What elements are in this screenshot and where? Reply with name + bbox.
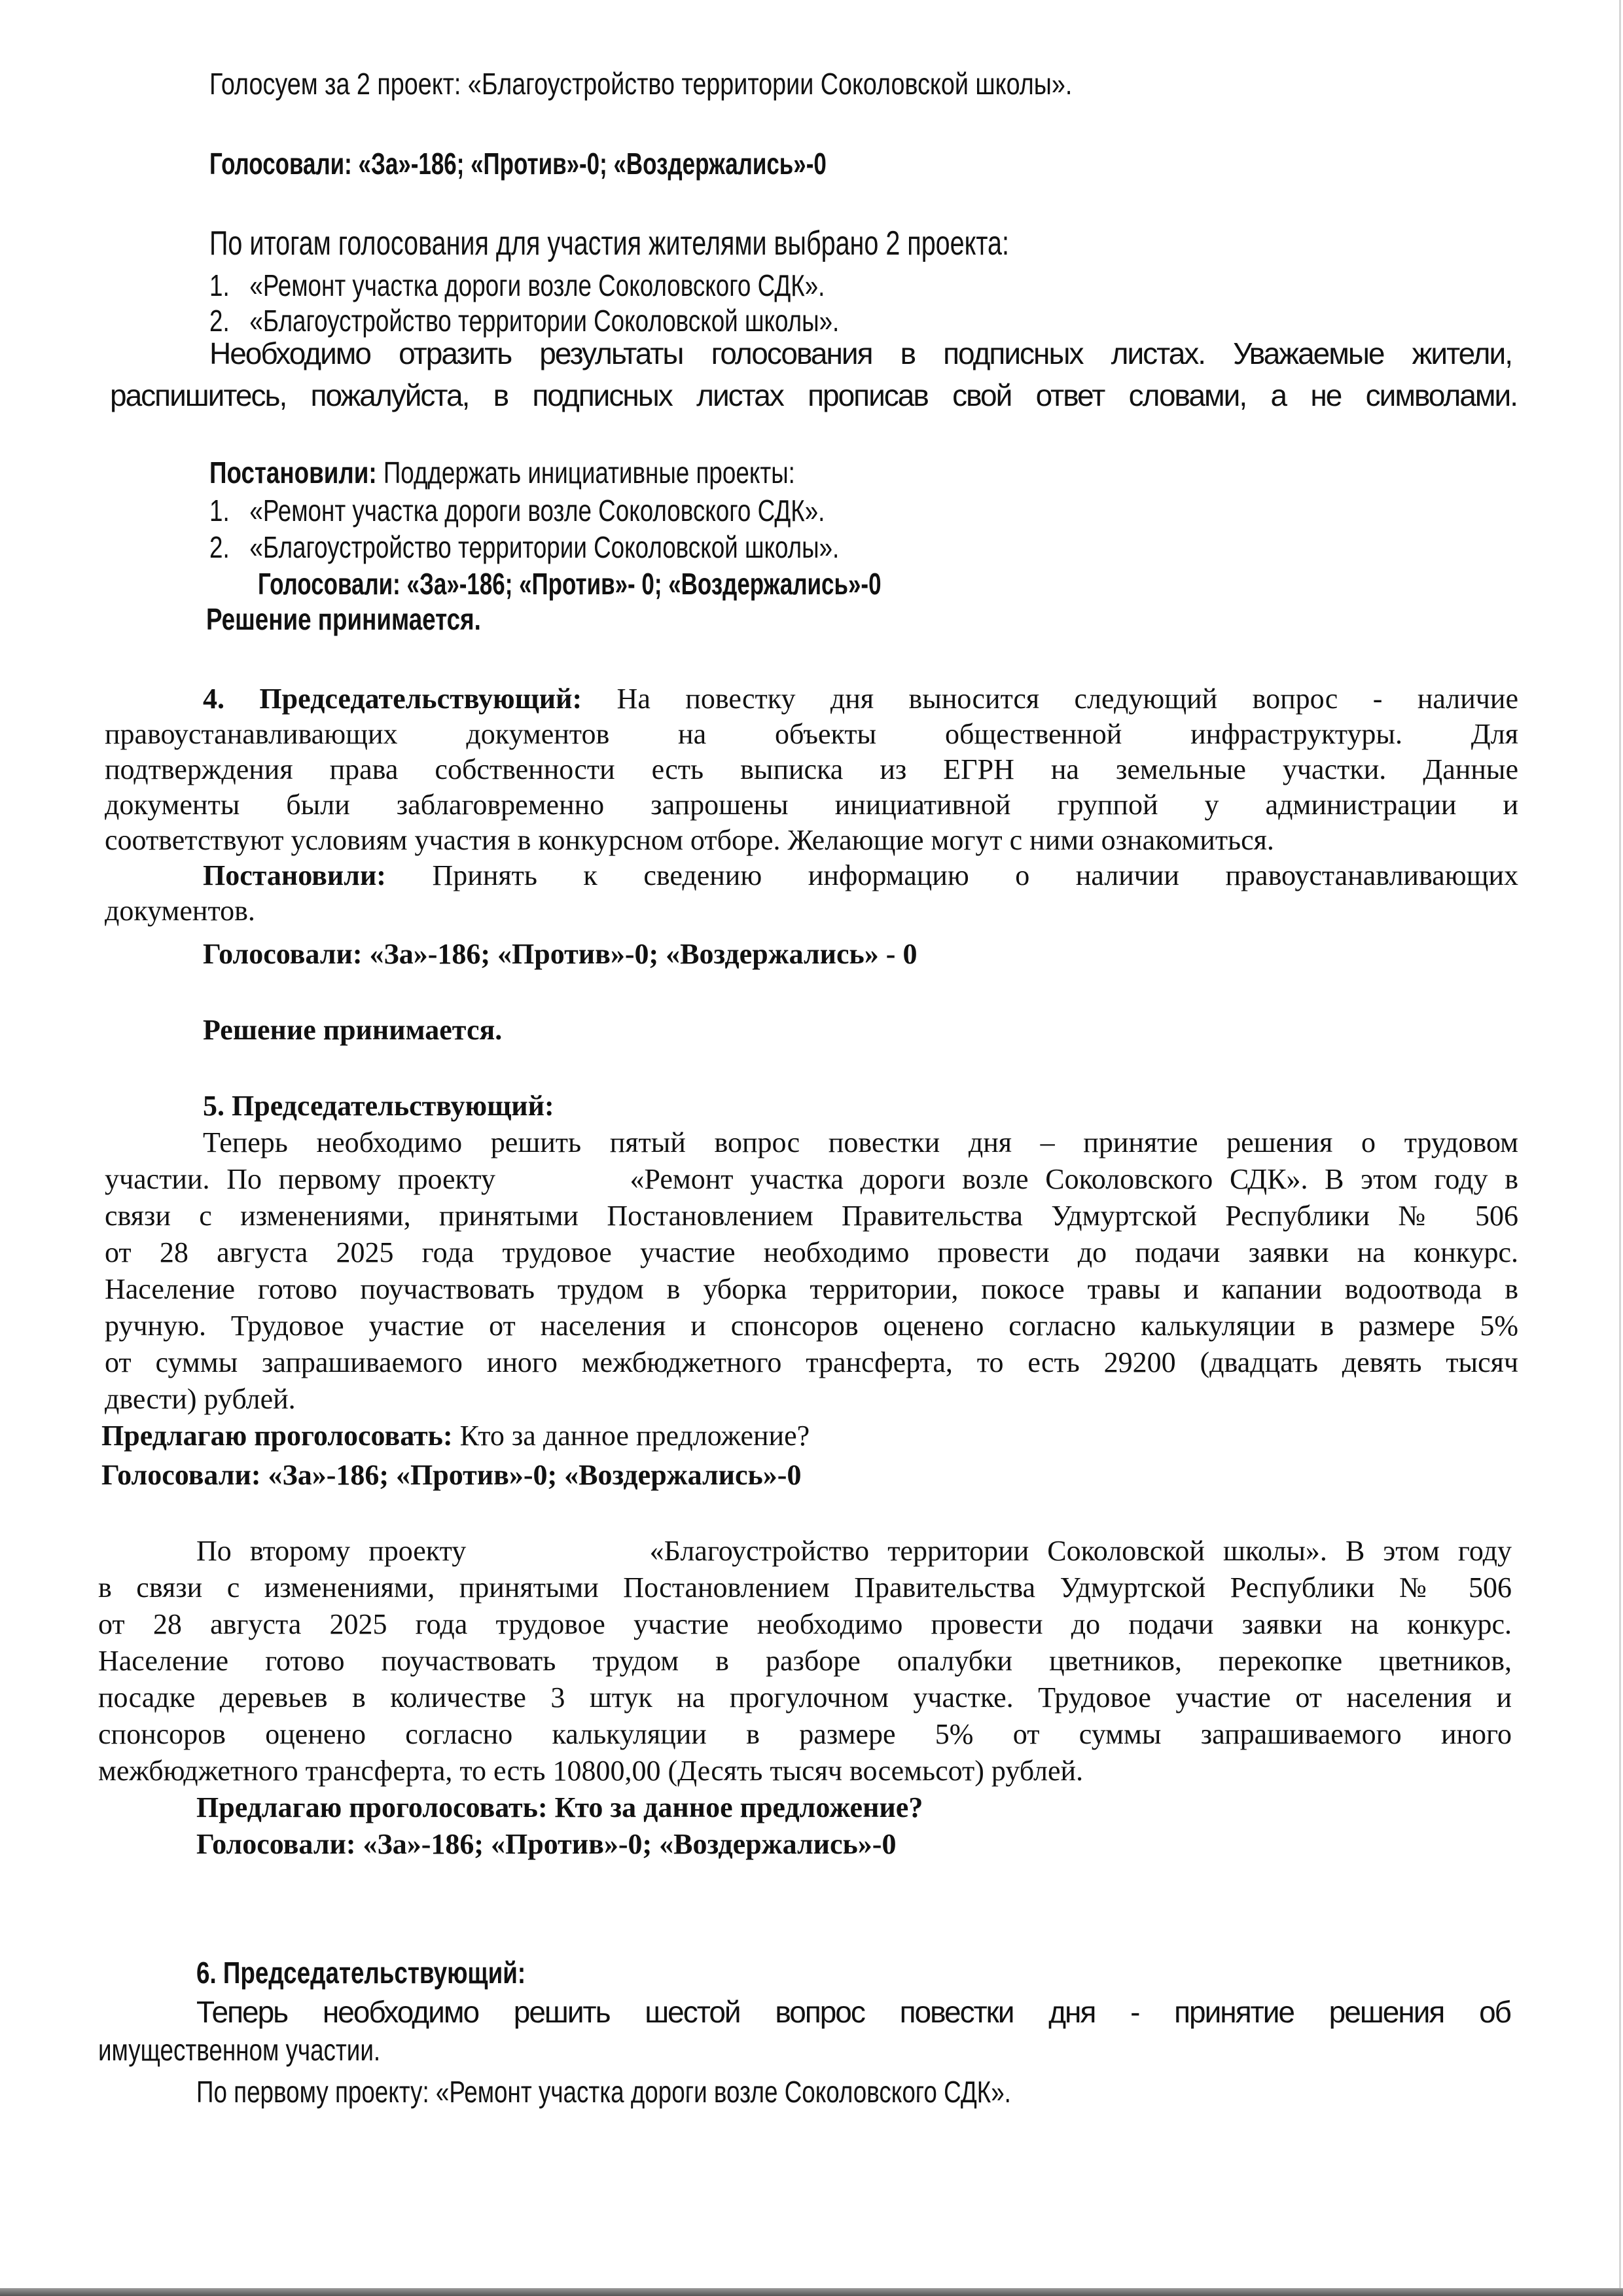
item5-text-6: ручную. Трудовое участие от населения и спонсоров оценено согласно калькуляции в размере 5% — [105, 1310, 1518, 1342]
resolution1-decision — [206, 601, 550, 637]
item5-propose2-text: Предлагаю проголосовать: Кто за данное предложение? — [196, 1791, 923, 1823]
item4-text-5: соответствуют условиям участия в конкурсном отборе. Желающие могут с ними ознакомиться. — [105, 824, 1274, 856]
item4-line-4 — [105, 787, 1518, 823]
item5-text-4: от 28 августа 2025 года трудовое участие необходимо провести до подачи заявки на конкурс. — [105, 1236, 1518, 1268]
item5-propose-text: Кто за данное предложение? — [452, 1420, 810, 1452]
item6-line-2 — [98, 2032, 451, 2068]
results-note-line-2 — [110, 377, 1517, 414]
item6-label-text: 6. Председательствующий: — [196, 1956, 526, 1990]
results-note-text-2: распишитесь, пожалуйста, в подписных листах прописав свой ответ словами, а не символами. — [110, 378, 1517, 412]
scan-edge-right — [1619, 0, 1621, 2291]
item6-text-3: По первому проекту: «Ремонт участка дороги возле Соколовского СДК». — [196, 2075, 1011, 2109]
results-intro-text: По итогам голосования для участия жителями выбрано 2 проекта: — [209, 224, 1009, 262]
resolution1-label: Постановили: — [209, 456, 377, 490]
item5-second-text-6: спонсоров оценено согласно калькуляции в размере 5% от суммы запрашиваемого иного — [98, 1718, 1512, 1750]
item5-text-1: Теперь необходимо решить пятый вопрос повестки дня – принятие решения о трудовом — [203, 1126, 1518, 1158]
item4-line-3 — [105, 751, 1518, 788]
votes-text-1: Голосовали: «За»-186; «Против»-0; «Воздержались»-0 — [209, 147, 827, 181]
results-item-1-num: 1. — [209, 268, 230, 302]
item4-resolved-text-1: Принять к сведению информацию о наличии правоустанавливающих — [385, 859, 1518, 891]
item5-second-text-5: посадке деревьев в количестве 3 штук на прогулочном участке. Трудовое участие от населения и — [98, 1681, 1512, 1713]
resolution1-line — [209, 454, 942, 491]
item5-line-5 — [105, 1271, 1518, 1308]
item4-resolved-text-2: документов. — [105, 895, 255, 927]
vote-project2-text: Голосуем за 2 проект: «Благоустройство территории Соколовской школы». — [209, 67, 1073, 101]
item4-votes — [203, 936, 917, 973]
vote-project2-line — [209, 65, 1262, 102]
item5-text-7: от суммы запрашиваемого иного межбюджетного трансферта, то есть 29200 (двадцать девять тысяч — [105, 1346, 1518, 1378]
results-note-text-1: Необходимо отразить результаты голосования в подписных листах. Уважаемые жители, — [209, 336, 1512, 370]
results-intro — [209, 225, 1262, 262]
item4-line-2 — [105, 716, 1518, 753]
item4-text-3: подтверждения права собственности есть выписка из ЕГРН на земельные участки. Данные — [105, 753, 1518, 785]
resolution1-item-2-text: «Благоустройство территории Соколовской школы». — [249, 530, 840, 564]
item5-text-5: Население готово поучаствовать трудом в уборка территории, покосе травы и капании водоотвода в — [105, 1273, 1518, 1305]
item5-second-line-1 — [196, 1533, 1512, 1570]
item5-line-3 — [105, 1198, 1518, 1234]
resolution1-votes-text: Голосовали: «За»-186; «Против»- 0; «Воздержались»-0 — [258, 567, 882, 601]
results-item-2-text: «Благоустройство территории Соколовской школы». — [249, 304, 840, 338]
resolution1-decision-text: Решение принимается. — [206, 602, 481, 636]
item4-votes-text: Голосовали: «За»-186; «Против»-0; «Воздержались» - 0 — [203, 938, 918, 970]
resolution1-item-2 — [209, 529, 997, 565]
item5-votes — [101, 1457, 801, 1494]
resolution1-item-2-num: 2. — [209, 530, 230, 564]
votes-line-1 — [209, 145, 1022, 182]
item4-text-1: На повестку дня выносится следующий вопрос - наличие — [582, 683, 1519, 715]
item5-second-line-4 — [98, 1643, 1512, 1679]
item5-line-6 — [105, 1308, 1518, 1344]
item5-second-line-5 — [98, 1679, 1512, 1716]
resolution1-votes — [258, 565, 1078, 602]
item5-second-text-1: По второму проекту «Благоустройство территории Соколовской школы». В этом году — [196, 1535, 1512, 1567]
item5-label-text: 5. Председательствующий: — [203, 1090, 554, 1122]
item5-label — [203, 1088, 554, 1124]
item5-votes2-text: Голосовали: «За»-186; «Против»-0; «Воздержались»-0 — [196, 1828, 897, 1860]
item5-line-2 — [105, 1161, 1518, 1198]
resolution1-item-1-num: 1. — [209, 493, 230, 528]
item4-text-4: документы были заблаговременно запрошены инициативной группой у администрации и — [105, 789, 1518, 821]
item5-second-line-6 — [98, 1716, 1512, 1753]
item5-votes2 — [196, 1826, 896, 1863]
item5-second-line-7 — [98, 1753, 1083, 1789]
item5-second-text-3: от 28 августа 2025 года трудовое участие необходимо провести до подачи заявки на конкурс. — [98, 1608, 1512, 1640]
item6-text-1: Теперь необходимо решить шестой вопрос повестки дня - принятие решения об — [196, 1995, 1510, 2029]
item4-resolved-label: Постановили: — [203, 859, 386, 891]
item5-line-7 — [105, 1344, 1518, 1381]
item4-line-5 — [105, 822, 1274, 859]
resolution1-item-1 — [209, 492, 979, 529]
item5-second-text-7: межбюджетного трансферта, то есть 10800,00 (Десять тысяч восемьсот) рублей. — [98, 1755, 1084, 1787]
item4-decision-text: Решение принимается. — [203, 1014, 503, 1046]
results-item-2-num: 2. — [209, 304, 230, 338]
item5-text-3: связи с изменениями, принятыми Постановлением Правительства Удмуртской Республики № 506 — [105, 1200, 1518, 1232]
item5-propose-label: Предлагаю проголосовать: — [101, 1420, 453, 1452]
item5-line-1 — [203, 1124, 1518, 1161]
item5-line-4 — [105, 1234, 1518, 1271]
item4-label: 4. Председательствующий: — [203, 683, 582, 715]
results-item-1 — [209, 267, 979, 304]
item4-line-1 — [203, 681, 1518, 717]
results-item-1-text: «Ремонт участка дороги возле Соколовского СДК». — [249, 268, 825, 302]
scan-edge-bottom — [0, 2288, 1623, 2296]
resolution1-text: Поддержать инициативные проекты: — [376, 456, 795, 490]
item5-second-text-4: Население готово поучаствовать трудом в разборе опалубки цветников, перекопке цветников, — [98, 1645, 1512, 1677]
item5-line-8 — [105, 1381, 296, 1418]
item6-line-3 — [196, 2073, 1215, 2110]
item4-decision — [203, 1012, 502, 1049]
item5-second-line-2 — [98, 1570, 1512, 1606]
item5-votes-text: Голосовали: «За»-186; «Против»-0; «Воздержались»-0 — [101, 1459, 802, 1491]
item5-text-8: двести) рублей. — [105, 1383, 296, 1415]
results-note-line-1 — [209, 335, 1512, 372]
item5-propose — [101, 1418, 810, 1454]
results-item-2 — [209, 302, 997, 339]
item6-text-2: имущественном участии. — [98, 2033, 381, 2067]
item5-propose2 — [196, 1789, 923, 1826]
resolution1-item-1-text: «Ремонт участка дороги возле Соколовского СДК». — [249, 493, 825, 528]
item4-resolved-line-1 — [203, 857, 1518, 894]
item5-second-text-2: в связи с изменениями, принятыми Постановлением Правительства Удмуртской Республики № 506 — [98, 1571, 1512, 1604]
item4-resolved-line-2 — [105, 893, 255, 929]
item5-second-line-3 — [98, 1606, 1512, 1643]
item6-label — [196, 1954, 608, 1991]
item6-line-1 — [196, 1994, 1510, 2030]
item5-text-2: участии. По первому проекту «Ремонт участка дороги возле Соколовского СДК». В этом году в — [105, 1163, 1518, 1195]
item4-text-2: правоустанавливающих документов на объекты общественной инфраструктуры. Для — [105, 718, 1518, 750]
